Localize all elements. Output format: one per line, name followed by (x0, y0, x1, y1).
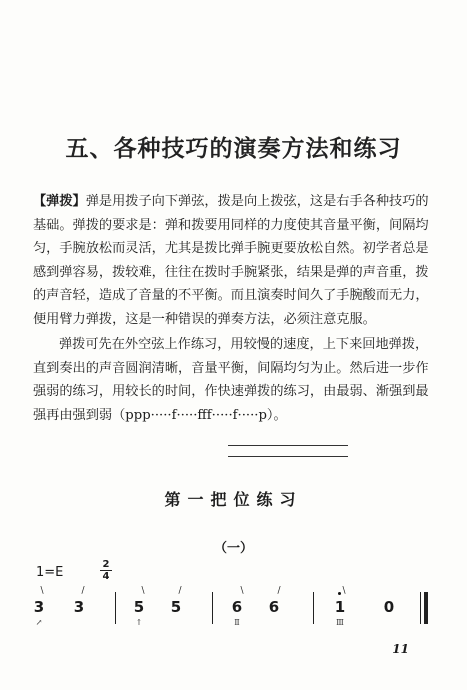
note: 6 (231, 598, 243, 616)
up-bow-mark: / (277, 586, 281, 596)
down-bow-mark: \ (240, 586, 244, 596)
note: 3 (33, 598, 45, 616)
octave-dot (338, 592, 341, 595)
note: 5 (170, 598, 182, 616)
barline (212, 592, 213, 624)
barline (313, 592, 314, 624)
key-signature: 1=E (36, 565, 64, 580)
string-mark: Ⅱ (234, 618, 240, 627)
down-bow-mark: \ (40, 586, 44, 596)
paragraph-1-text: 弹是用拨子向下弹弦，拨是向上拨弦，这是右手各种技巧的基础。弹拨的要求是：弹和拨要用同样的力度使其音量平衡，间隔均匀，手腕放松而灵活，尤其是拨比弹手腕更要放松自然。初学者总是感到弹容易，拨较难，往往在拨时手腕紧张，结果是弹的声音重，拨的声音轻，造成了音量的不平衡。而且演奏时间久了手腕酸而无力，便用臂力弹拨，这是一种错误的弹奏方法，必须注意克服。 (33, 194, 429, 327)
down-bow-mark: \ (342, 586, 346, 596)
note: 6 (268, 598, 280, 616)
section-title: 第一把位练习 (164, 490, 303, 509)
note: 5 (133, 598, 145, 616)
note: 1 (334, 598, 346, 616)
exercise-number: （一） (213, 541, 253, 556)
paragraph-tag: 【弹拨】 (33, 194, 86, 209)
time-signature (100, 559, 112, 582)
string-mark: ↗ (35, 618, 43, 627)
paragraph-1 (33, 190, 431, 331)
rest: 0 (383, 598, 395, 616)
page-number: 11 (392, 642, 409, 656)
barline (420, 592, 421, 624)
string-mark: Ⅲ (336, 618, 344, 627)
paragraph-2-text: 弹拨可先在外空弦上作练习，用较慢的速度，上下来回地弹拨，直到奏出的声音圆润清晰，音量平衡，间隔均匀为止。然后进一步作强弱的练习，用较长的时间，作快速弹拨的练习，由最弱、渐强到最强再由强到弱（ppp·····f·····fff·····f·····p）。 (33, 337, 429, 423)
up-bow-mark: / (81, 586, 85, 596)
final-barline (424, 592, 428, 624)
barline (115, 592, 116, 624)
note: 3 (73, 598, 85, 616)
page-title: 五、各种技巧的演奏方法和练习 (65, 135, 402, 162)
paragraph-2 (33, 333, 431, 427)
dynamics-hairpin (228, 445, 348, 457)
time-signature-top: 2 (100, 559, 112, 571)
string-mark: ↑ (135, 618, 143, 627)
down-bow-mark: \ (141, 586, 145, 596)
time-signature-bottom: 4 (102, 571, 110, 582)
up-bow-mark: / (178, 586, 182, 596)
